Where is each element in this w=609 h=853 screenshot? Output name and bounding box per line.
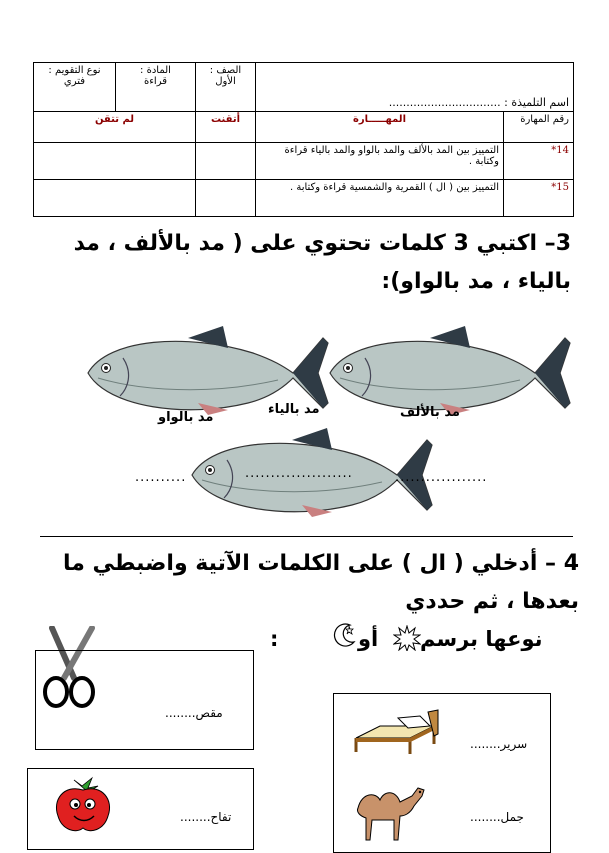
col-skill-number: رقم المهارة: [504, 112, 574, 143]
word-bed[interactable]: سرير........: [470, 737, 528, 751]
label-waw: مد بالواو: [158, 410, 214, 425]
word-apple[interactable]: تفاح........: [180, 810, 232, 824]
sun-icon: [393, 625, 421, 651]
grade-label: الصف :: [209, 65, 242, 76]
subject-value: قراءة: [143, 76, 168, 87]
label-alef: مد بالألف: [400, 405, 460, 420]
apple-icon: [52, 774, 114, 836]
word-scissors[interactable]: مقص........: [165, 706, 223, 720]
not-mastered-cell[interactable]: [34, 180, 196, 217]
eval-type-cell: [34, 63, 116, 112]
bed-icon: [350, 708, 440, 758]
skill-number: 15*: [504, 180, 574, 217]
student-name-cell: [256, 63, 574, 112]
table-row: [34, 143, 574, 180]
student-name-label: اسم التلميذة : ................................: [388, 96, 570, 109]
label-ya: مد بالياء: [268, 402, 320, 417]
q4-line1: 4 – أدخلي ( ال ) على الكلمات الآتية واضبطي ما: [62, 551, 579, 576]
skill-text: التمييز بين ( ال ) القمرية والشمسية قراءة وكتابة .: [256, 180, 504, 217]
fish-icon: [330, 326, 570, 415]
grade-cell: [196, 63, 256, 112]
blank-ya[interactable]: .....................: [245, 466, 353, 481]
table-row: [34, 180, 574, 217]
mastered-cell[interactable]: [196, 143, 256, 180]
q4-line2: بعدها ، ثم حددي: [405, 589, 579, 614]
colon-text: :: [270, 627, 279, 651]
eval-type-value: فتري: [63, 76, 86, 87]
word-camel[interactable]: جمل........: [470, 810, 524, 824]
divider: [40, 536, 573, 537]
skill-text: التمييز بين المد بالألف والمد بالواو والمد بالياء قراءة وكتابة .: [256, 143, 504, 180]
col-mastered: أتقنت: [196, 112, 256, 143]
word-box-scissors: [35, 650, 254, 750]
skill-number: 14*: [504, 143, 574, 180]
grade-value: الأول: [215, 76, 236, 87]
or-text: أو: [358, 627, 379, 651]
moon-icon: [332, 622, 358, 648]
subject-label: المادة :: [140, 65, 171, 76]
blank-alef[interactable]: ..................: [395, 470, 488, 485]
q4-line3: نوعها برسم: [420, 627, 543, 651]
col-not-mastered: لم تتقن: [34, 112, 196, 143]
col-skill: المهـــــارة: [256, 112, 504, 143]
q3-line2: بالياء ، مد بالواو):: [381, 269, 571, 294]
subject-cell: [116, 63, 196, 112]
q3-line1: 3– اكتبي 3 كلمات تحتوي على ( مد بالألف ، مد: [73, 231, 571, 256]
not-mastered-cell[interactable]: [34, 143, 196, 180]
mastered-cell[interactable]: [196, 180, 256, 217]
q3-prompt: [31, 225, 571, 301]
camel-icon: [348, 778, 430, 844]
eval-type-label: نوع التقويم :: [48, 65, 101, 76]
blank-waw[interactable]: ..........: [135, 470, 187, 485]
q4-prompt: [19, 545, 579, 621]
header-table: [33, 62, 574, 217]
